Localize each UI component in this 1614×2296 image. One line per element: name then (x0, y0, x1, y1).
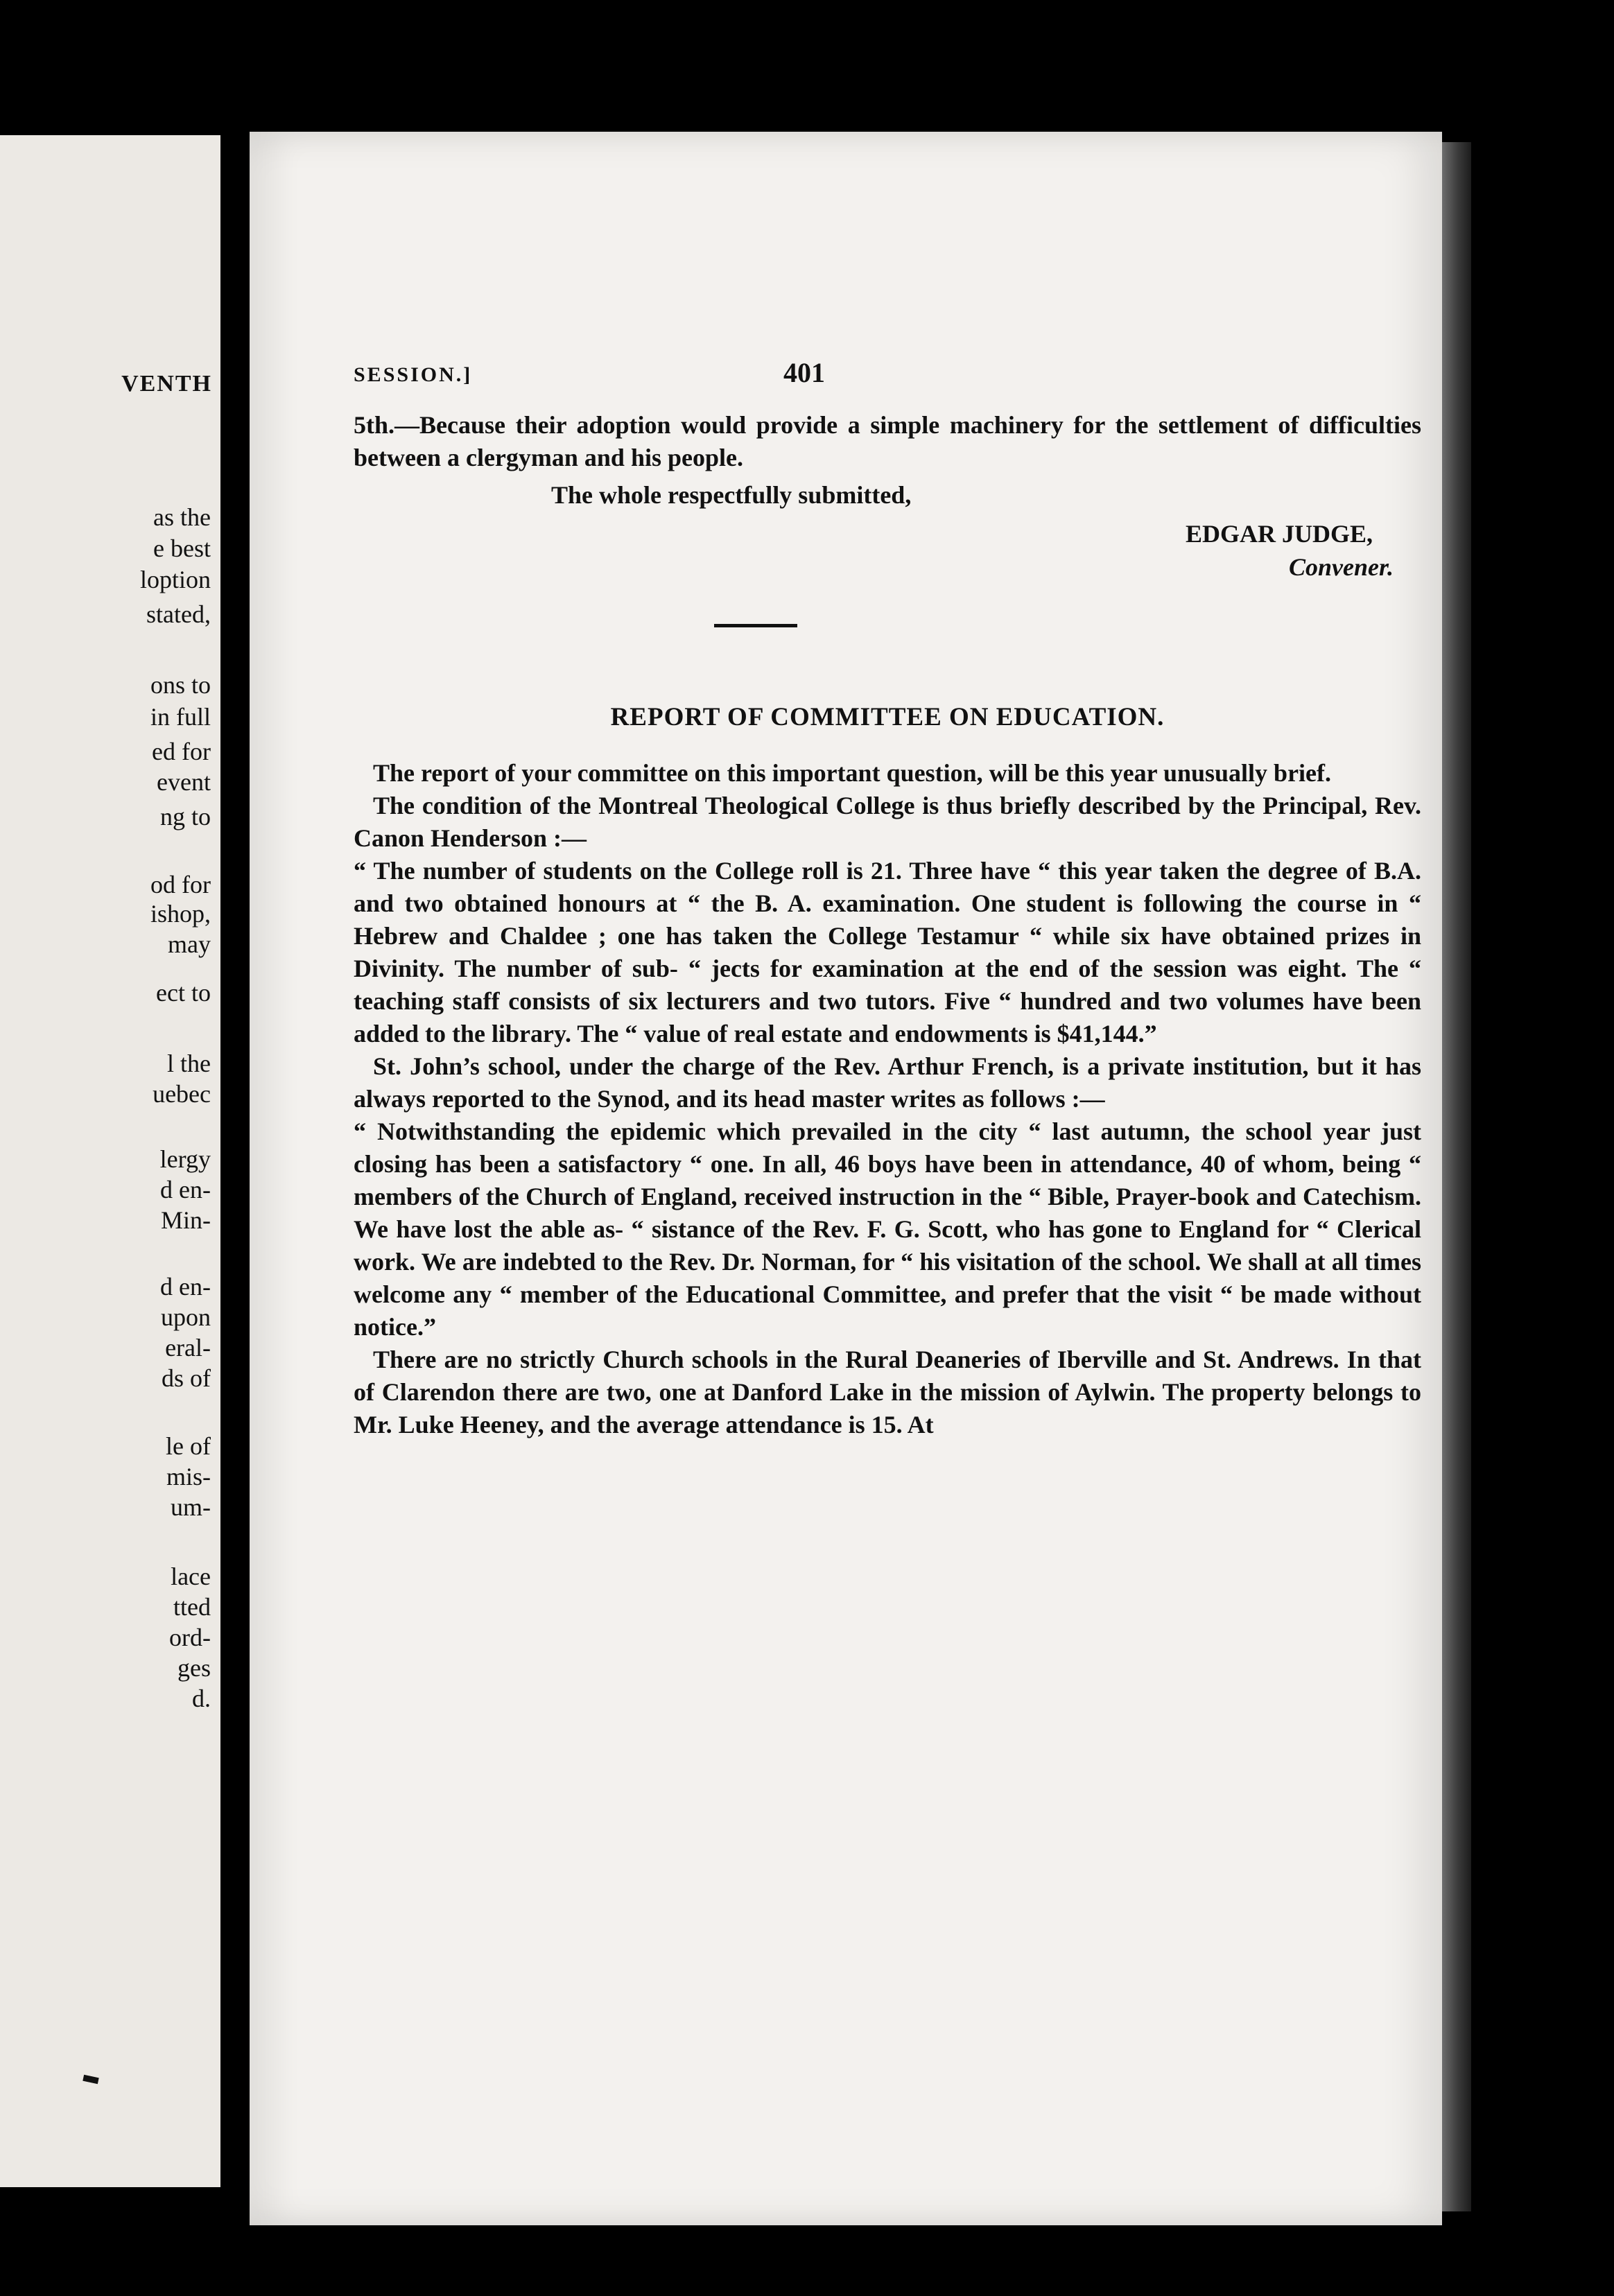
left-page-line-fragment: ds of (162, 1364, 211, 1392)
left-page-line-fragment: in full (150, 703, 211, 731)
left-page-line-fragment: lace (171, 1563, 211, 1590)
main-page (250, 132, 1442, 2225)
left-page-line-fragment: as the (153, 503, 211, 531)
left-page-line-fragment: ons to (150, 671, 211, 699)
left-page-line-fragment: ord- (169, 1624, 211, 1651)
page-content (354, 357, 1421, 1441)
page-edge (1442, 142, 1471, 2211)
signature: EDGAR JUDGE, (1185, 520, 1373, 548)
left-page-line-fragment: um- (171, 1493, 211, 1521)
quote-head-master: “ Notwithstanding the epidemic which prevailed in the city “ last autumn, the school year just closing has been a satisfactory “ one. In all, 46 boys have been in attendance, 40 of whom, being “ members of the Church of England, received instruction in the “ Bible, Prayer-book and Catechism. We have lost the able as- “ sistance of the Rev. F. G. Scott, who has gone to England for “ Clerical work. We are indebted to the Rev. Dr. Norman, for “ his visitation of the school. We shall at all times welcome any “ member of the Educational Committee, and prefer that the visit “ be made without notice.” (354, 1117, 1421, 1341)
left-page-line-fragment: eral- (165, 1334, 211, 1362)
left-page-line-fragment: ng to (159, 803, 211, 830)
left-page-line-fragment: event (157, 768, 211, 796)
left-page-line-fragment: may (168, 930, 211, 958)
left-page-line-fragment: Min- (161, 1206, 211, 1234)
left-page-line-fragment: ect to (156, 979, 211, 1007)
section-divider (714, 624, 797, 627)
quote-principal: “ The number of students on the College roll is 21. Three have “ this year taken the degree of B.A. and two obtained honours at “ the B. A. examination. One student is following the course in “ Hebrew and Chaldee ; one has taken the College Testamur “ while six have obtained prizes in Divinity. The number of sub- “ jects for examination at the end of the session was eight. The “ teaching staff consists of six lecturers and two tutors. Five “ hundred and two volumes have been added to the library. The “ value of real estate and endowments is $41,144.” (354, 857, 1421, 1047)
running-header (354, 357, 1421, 409)
page-number: 401 (783, 357, 825, 388)
paragraph-deaneries: There are no strictly Church schools in the Rural Deaneries of Iberville and St. Andrews. In that of Clarendon there are two, one at Danford Lake in the mission of Aylwin. The property belongs to Mr. Luke Heeney, and the average attendance is 15. At (354, 1346, 1421, 1438)
left-page-line-fragment: ed for (152, 738, 211, 765)
paragraph-st-johns: St. John’s school, under the charge of the Rev. Arthur French, is a private institution, but it has always reported to the Synod, and its head master writes as follows :— (354, 1052, 1421, 1113)
left-page-line-fragment: d en- (160, 1176, 211, 1203)
left-page-line-fragment: od for (150, 871, 211, 898)
left-page-line-fragment: ges (177, 1654, 211, 1682)
paragraph-intro: The report of your committee on this important question, will be this year unusually brief. (373, 759, 1332, 787)
signature-title: Convener. (1288, 553, 1394, 581)
left-page-line-fragment: le of (166, 1432, 211, 1460)
ink-mark (83, 2075, 98, 2084)
left-page-line-fragment: upon (161, 1303, 211, 1331)
left-page-line-fragment: l the (167, 1050, 211, 1077)
left-page-line-fragment: mis- (166, 1463, 211, 1490)
left-page-line-fragment: d en- (160, 1273, 211, 1301)
left-page-line-fragment: uebec (153, 1080, 211, 1108)
left-page-line-fragment: loption (139, 566, 211, 593)
left-page-line-fragment: e best (153, 534, 211, 562)
left-page-line-fragment: stated, (146, 600, 211, 628)
fifth-reason-paragraph: 5th.—Because their adoption would provide a simple machinery for the settlement of difficulties between a clergyman and his people. (354, 411, 1421, 471)
paragraph-college: The condition of the Montreal Theological College is thus briefly described by the Principal, Rev. Canon Henderson :— (354, 792, 1421, 852)
left-page-header-fragment: VENTH (121, 371, 212, 397)
left-page-line-fragment: lergy (159, 1145, 211, 1173)
left-page-line-fragment: d. (192, 1685, 211, 1712)
left-page-line-fragment: ishop, (150, 900, 211, 928)
report-heading: REPORT OF COMMITTEE ON EDUCATION. (610, 703, 1165, 731)
submitted-line: The whole respectfully submitted, (551, 481, 912, 509)
running-title: SESSION.] (354, 363, 473, 386)
left-facing-page (0, 135, 220, 2187)
left-page-line-fragment: tted (173, 1593, 211, 1621)
